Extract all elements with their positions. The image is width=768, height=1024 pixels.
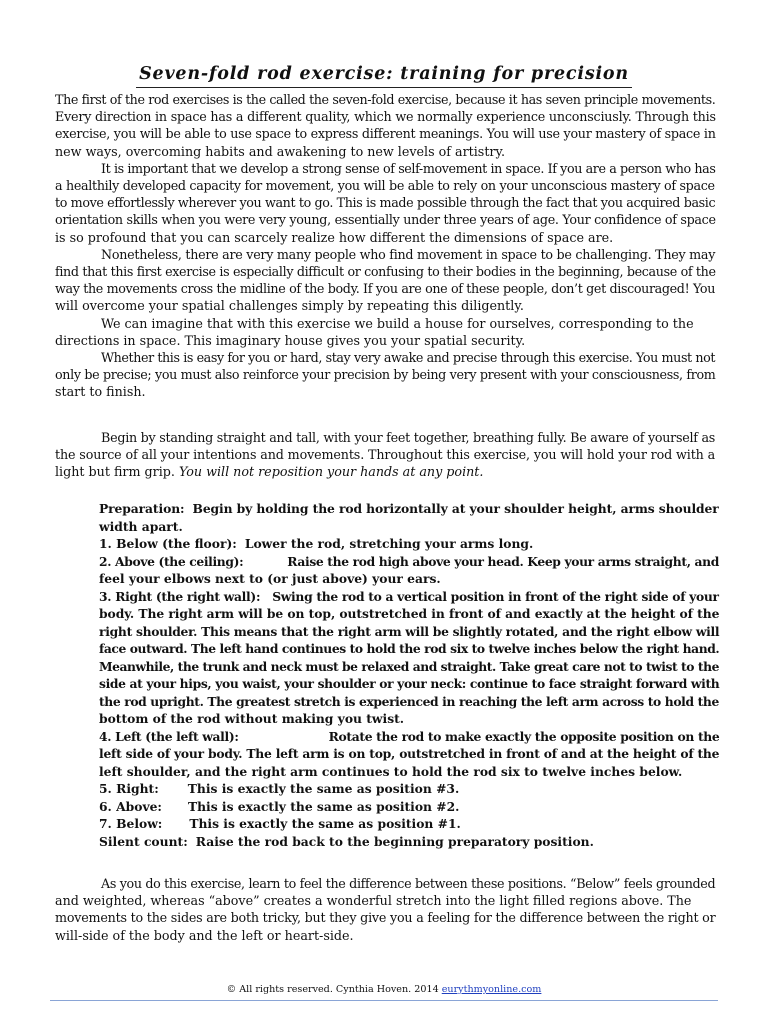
step-label: Silent count:	[99, 833, 188, 849]
begin-line-text: light but firm grip.	[55, 464, 179, 480]
step-line	[99, 815, 719, 833]
intro-line: The first of the rod exercises is the called the seven-fold exercise, because it has seven principle movements.	[55, 92, 716, 107]
step-label: 5. Right:	[99, 781, 159, 796]
step-line	[99, 658, 719, 676]
intro-line: Every direction in space has a different quality, which we normally experience unconsciusly. Through this	[55, 109, 716, 125]
intro-line: exercise, you will be able to use space to express different meanings. You will use your mastery of space in	[55, 126, 716, 142]
step-text: left side of your body. The left arm is on top, outstretched in front of and at the height of the	[99, 746, 720, 761]
step-line	[99, 570, 719, 588]
step-line	[99, 675, 719, 693]
step-label: 4. Left (the left wall):	[99, 728, 239, 744]
step-line	[99, 553, 719, 571]
step-text: width apart.	[99, 518, 183, 534]
footer	[0, 984, 768, 995]
intro-line: to move effortlessly wherever you want to go. This is made possible through the fact that you acquired basic	[55, 195, 716, 211]
step-text: Raise the rod high above your head. Keep your arms straight, and	[287, 553, 719, 569]
step-text: right shoulder. This means that the right arm will be slightly rotated, and the right elbow will	[99, 623, 720, 639]
steps-list	[99, 500, 719, 850]
step-line	[99, 640, 719, 658]
step-text: feel your elbows next to (or just above) your ears.	[99, 571, 441, 586]
begin-line: the source of all your intentions and movements. Throughout this exercise, you will hold your rod with a	[55, 447, 716, 463]
step-text: face outward. The left hand continues to hold the rod six to twelve inches below the right hand.	[99, 641, 720, 656]
title-underline	[136, 87, 632, 88]
step-line	[99, 535, 719, 553]
step-label: 2. Above (the ceiling):	[99, 553, 244, 569]
step-line	[99, 745, 719, 763]
step-text: side at your hips, you waist, your shoulder or your neck: continue to face straight forward with	[99, 676, 720, 691]
step-line	[99, 798, 719, 816]
intro-line: Nonetheless, there are very many people who find movement in space to be challenging. They may	[101, 246, 716, 262]
intro-line: start to finish.	[55, 384, 146, 400]
begin-line	[55, 463, 715, 480]
step-label: 6. Above:	[99, 798, 162, 814]
intro-line: orientation skills when you were very young, essentially under three years of age. Your confidence of space	[55, 212, 716, 228]
begin-section	[55, 429, 715, 481]
step-line	[99, 710, 719, 728]
step-text: Meanwhile, the trunk and neck must be relaxed and straight. Take great care not to twist to the	[99, 658, 719, 674]
intro-line: is so profound that you can scarcely realize how different the dimensions of space are.	[55, 229, 614, 245]
intro-line: Whether this is easy for you or hard, stay very awake and precise through this exercise. You must not	[101, 350, 716, 366]
intro-line: directions in space. This imaginary house gives you your spatial security.	[55, 332, 526, 348]
closing-line: will-side of the body and the left or heart-side.	[55, 927, 354, 943]
step-text: Begin by holding the rod horizontally at your shoulder height, arms shoulder	[192, 501, 719, 516]
footer-rule	[50, 1000, 718, 1001]
step-text: This is exactly the same as position #2.	[187, 798, 460, 814]
step-text: This is exactly the same as position #3.	[187, 781, 460, 796]
step-text: Lower the rod, stretching your arms long.	[244, 536, 534, 551]
step-text: the rod upright. The greatest stretch is experienced in reaching the left arm across to hold the	[99, 693, 719, 709]
intro-line: a healthily developed capacity for movement, you will be able to rely on your unconscious mastery of space	[55, 178, 715, 194]
step-line	[99, 780, 719, 798]
document-title: Seven-fold rod exercise: training for precision	[139, 64, 629, 84]
footer-link[interactable]: eurythmyonline.com	[441, 984, 542, 995]
closing-line: As you do this exercise, learn to feel the difference between these positions. “Below” feels grounded	[101, 876, 716, 891]
step-line	[99, 763, 719, 781]
step-line	[99, 518, 719, 536]
step-text: Raise the rod back to the beginning preparatory position.	[195, 833, 594, 849]
intro-line: new ways, overcoming habits and awakening to new levels of artistry.	[55, 143, 505, 159]
closing-line: movements to the sides are both tricky, but they give you a feeling for the difference between the right or	[55, 910, 716, 926]
closing-line: and weighted, whereas “above” creates a wonderful stretch into the light filled regions above. The	[55, 893, 692, 909]
step-line	[99, 728, 719, 746]
step-line	[99, 588, 719, 606]
intro-section	[55, 91, 715, 401]
step-text: This is exactly the same as position #1.	[189, 816, 461, 831]
step-text: body. The right arm will be on top, outstretched in front of and exactly at the height of the	[99, 606, 720, 621]
step-label: Preparation:	[99, 501, 185, 516]
intro-line: We can imagine that with this exercise we build a house for ourselves, corresponding to the	[101, 315, 694, 331]
closing-section	[55, 875, 715, 944]
step-line	[99, 623, 719, 641]
step-line	[99, 833, 719, 851]
step-line	[99, 605, 719, 623]
step-text: left shoulder, and the right arm continues to hold the rod six to twelve inches below.	[99, 763, 683, 779]
intro-line: will overcome your spatial challenges simply by repeating this diligently.	[55, 298, 524, 314]
step-label: 1. Below (the floor):	[99, 536, 237, 551]
step-text: Rotate the rod to make exactly the opposite position on the	[328, 728, 720, 744]
intro-line: It is important that we develop a strong sense of self-movement in space. If you are a person who has	[101, 160, 716, 176]
footer-copyright: © All rights reserved. Cynthia Hoven. 2014	[226, 984, 442, 995]
step-label: 7. Below:	[99, 816, 163, 831]
begin-line: Begin by standing straight and tall, with your feet together, breathing fully. Be aware of yourself as	[101, 430, 716, 445]
step-line	[99, 693, 719, 711]
intro-line: find that this first exercise is especially difficult or confusing to their bodies in the beginning, because of the	[55, 264, 716, 280]
intro-line: only be precise; you must also reinforce your precision by being very present with your consciousness, from	[55, 367, 716, 383]
step-label: 3. Right (the right wall):	[99, 588, 261, 604]
hand-position-note: You will not reposition your hands at any point.	[179, 464, 484, 480]
step-text: bottom of the rod without making you twist.	[99, 711, 405, 726]
step-text: Swing the rod to a vertical position in front of the right side of your	[272, 588, 719, 604]
intro-line: way the movements cross the midline of the body. If you are one of these people, don’t get discouraged! You	[55, 281, 716, 297]
step-line	[99, 500, 719, 518]
